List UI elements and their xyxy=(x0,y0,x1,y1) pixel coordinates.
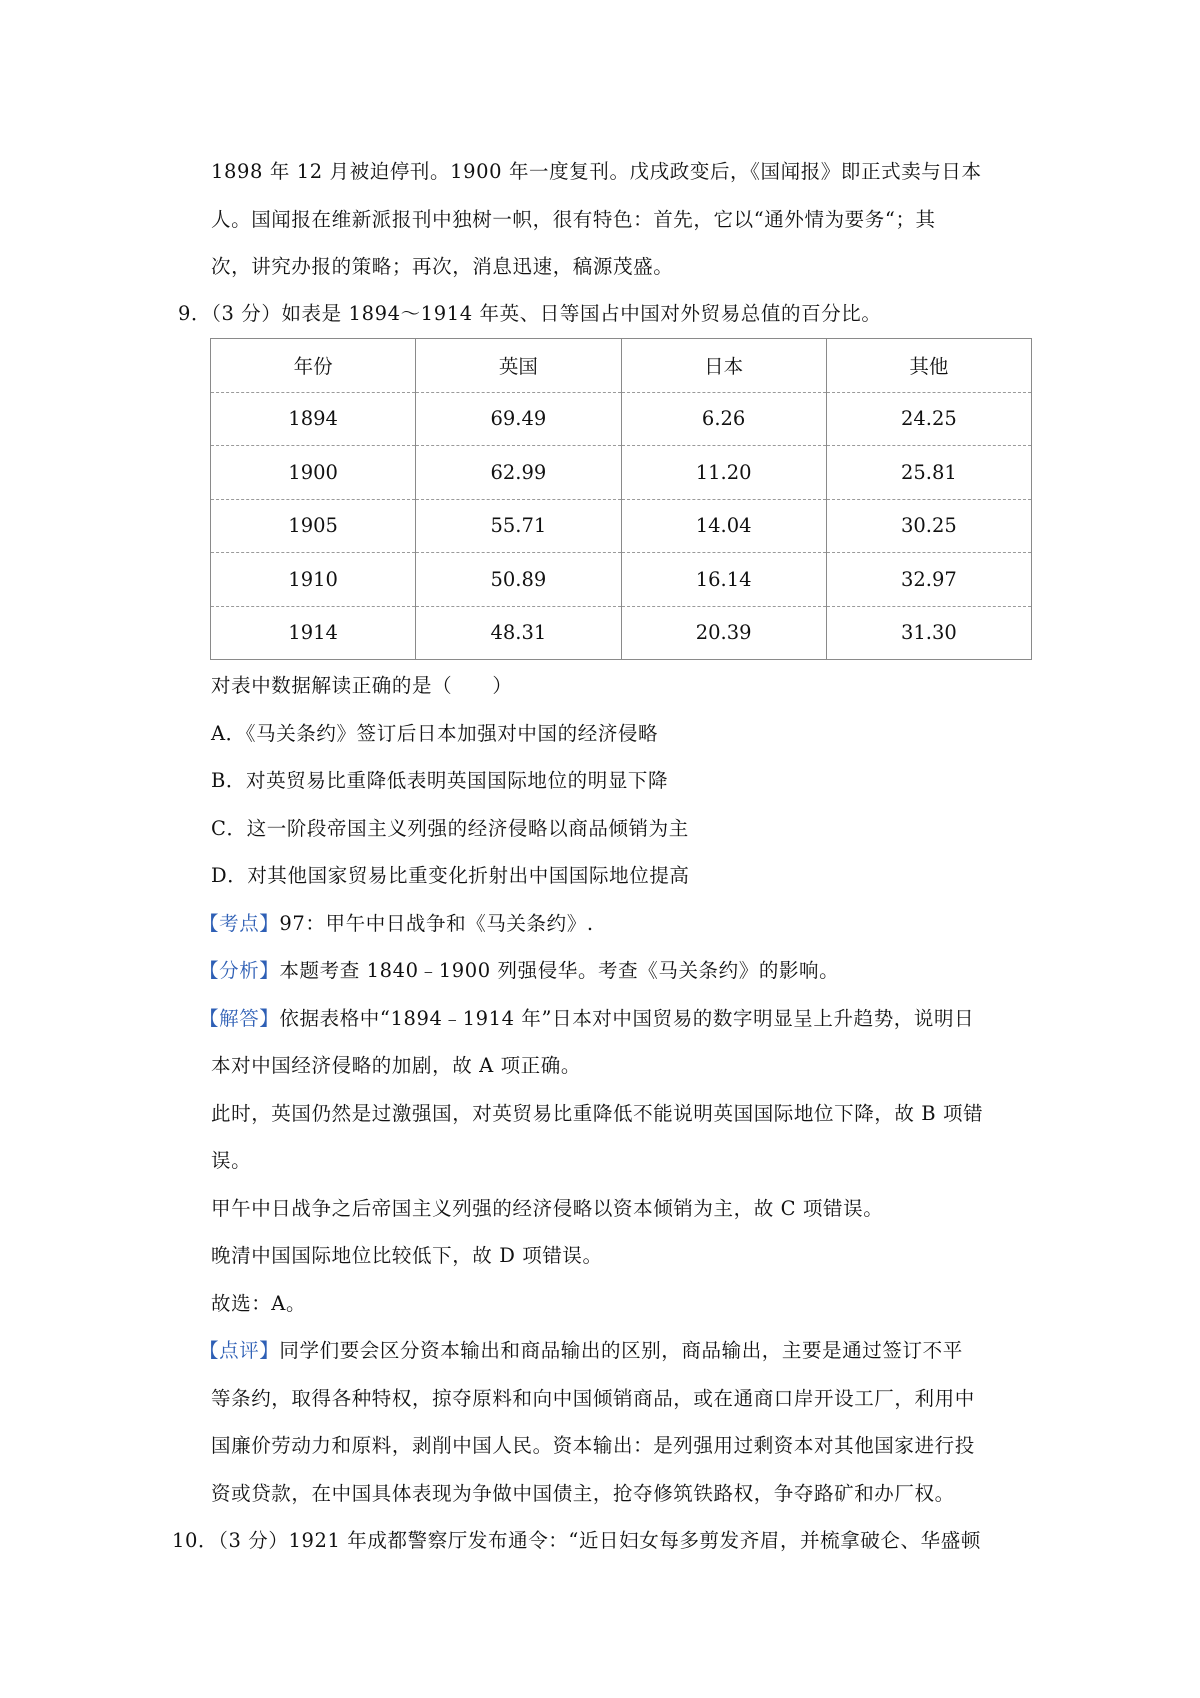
table-row xyxy=(211,446,1032,500)
question-9-prompt: 对表中数据解读正确的是（ ） xyxy=(211,674,513,697)
table-cell: 1894 xyxy=(211,392,416,446)
jieda-text-3: 此时，英国仍然是过激强国，对英贸易比重降低不能说明英国国际地位下降，故 B 项错 xyxy=(211,1102,984,1125)
kaodian-text: 97：甲午中日战争和《马关条约》. xyxy=(279,912,594,935)
option-b: B．对英贸易比重降低表明英国国际地位的明显下降 xyxy=(211,769,669,792)
dianping-text-3: 国廉价劳动力和原料，剥削中国人民。资本输出：是列强用过剩资本对其他国家进行投 xyxy=(211,1434,975,1457)
table-cell: 1914 xyxy=(211,606,416,660)
intro-line-3: 次，讲究办报的策略；再次，消息迅速，稿源茂盛。 xyxy=(211,255,674,278)
table-header-cell: 其他 xyxy=(826,339,1031,393)
table-cell: 20.39 xyxy=(621,606,826,660)
dianping-paragraph xyxy=(199,1337,963,1365)
table-cell: 48.31 xyxy=(416,606,621,660)
table-cell: 50.89 xyxy=(416,553,621,607)
intro-line-2: 人。国闻报在维新派报刊中独树一帜，很有特色：首先，它以“通外情为要务“；其 xyxy=(211,208,936,231)
table-cell: 30.25 xyxy=(826,499,1031,553)
intro-line-1: 1898 年 12 月被迫停刊。1900 年一度复刊。戊戌政变后，《国闻报》即正式卖与日本 xyxy=(211,160,982,183)
table-cell: 1905 xyxy=(211,499,416,553)
dianping-text-1: 同学们要会区分资本输出和商品输出的区别，商品输出，主要是通过签订不平 xyxy=(279,1339,963,1362)
jieda-text-6: 晚清中国国际地位比较低下，故 D 项错误。 xyxy=(211,1244,603,1267)
option-c: C．这一阶段帝国主义列强的经济侵略以商品倾销为主 xyxy=(211,817,689,840)
fenxi-paragraph xyxy=(199,957,839,985)
jieda-text-4: 误。 xyxy=(211,1149,252,1172)
table-cell: 16.14 xyxy=(621,553,826,607)
table-cell: 62.99 xyxy=(416,446,621,500)
table-cell: 1910 xyxy=(211,553,416,607)
trade-share-table xyxy=(210,338,1032,660)
dianping-text-4: 资或贷款，在中国具体表现为争做中国债主，抢夺修筑铁路权，争夺路矿和办厂权。 xyxy=(211,1482,955,1505)
table-header-row xyxy=(211,339,1032,393)
jieda-paragraph xyxy=(199,1005,974,1033)
table-cell: 24.25 xyxy=(826,392,1031,446)
table-row xyxy=(211,392,1032,446)
table-row xyxy=(211,553,1032,607)
question-9-stem: 9．（3 分）如表是 1894～1914 年英、日等国占中国对外贸易总值的百分比。 xyxy=(178,302,882,325)
table-header-cell: 日本 xyxy=(621,339,826,393)
table-cell: 11.20 xyxy=(621,446,826,500)
table-row xyxy=(211,606,1032,660)
table-cell: 32.97 xyxy=(826,553,1031,607)
table-header-cell: 英国 xyxy=(416,339,621,393)
kaodian-paragraph xyxy=(199,910,594,938)
fenxi-tag: 【分析】 xyxy=(199,959,280,982)
table-cell: 6.26 xyxy=(621,392,826,446)
option-a: A．《马关条约》签订后日本加强对中国的经济侵略 xyxy=(211,722,659,745)
jieda-text-1: 依据表格中“1894﹣1914 年”日本对中国贸易的数字明显呈上升趋势，说明日 xyxy=(279,1007,975,1030)
table-cell: 1900 xyxy=(211,446,416,500)
option-d: D．对其他国家贸易比重变化折射出中国国际地位提高 xyxy=(211,864,690,887)
jieda-text-2: 本对中国经济侵略的加剧，故 A 项正确。 xyxy=(211,1054,581,1077)
dianping-tag: 【点评】 xyxy=(199,1339,280,1362)
question-10-stem: 10．（3 分）1921 年成都警察厅发布通令：“近日妇女每多剪发齐眉，并梳拿破仑、华盛顿 xyxy=(172,1529,981,1552)
table-row xyxy=(211,499,1032,553)
table-cell: 14.04 xyxy=(621,499,826,553)
table-cell: 69.49 xyxy=(416,392,621,446)
kaodian-tag: 【考点】 xyxy=(199,912,280,935)
dianping-text-2: 等条约，取得各种特权，掠夺原料和向中国倾销商品，或在通商口岸开设工厂，利用中 xyxy=(211,1387,975,1410)
table-header-cell: 年份 xyxy=(211,339,416,393)
jieda-text-5: 甲午中日战争之后帝国主义列强的经济侵略以资本倾销为主，故 C 项错误。 xyxy=(211,1197,884,1220)
jieda-tag: 【解答】 xyxy=(199,1007,280,1030)
jieda-text-7: 故选：A。 xyxy=(211,1292,307,1315)
table-cell: 31.30 xyxy=(826,606,1031,660)
fenxi-text: 本题考查 1840﹣1900 列强侵华。考查《马关条约》的影响。 xyxy=(279,959,840,982)
table-cell: 25.81 xyxy=(826,446,1031,500)
table-cell: 55.71 xyxy=(416,499,621,553)
